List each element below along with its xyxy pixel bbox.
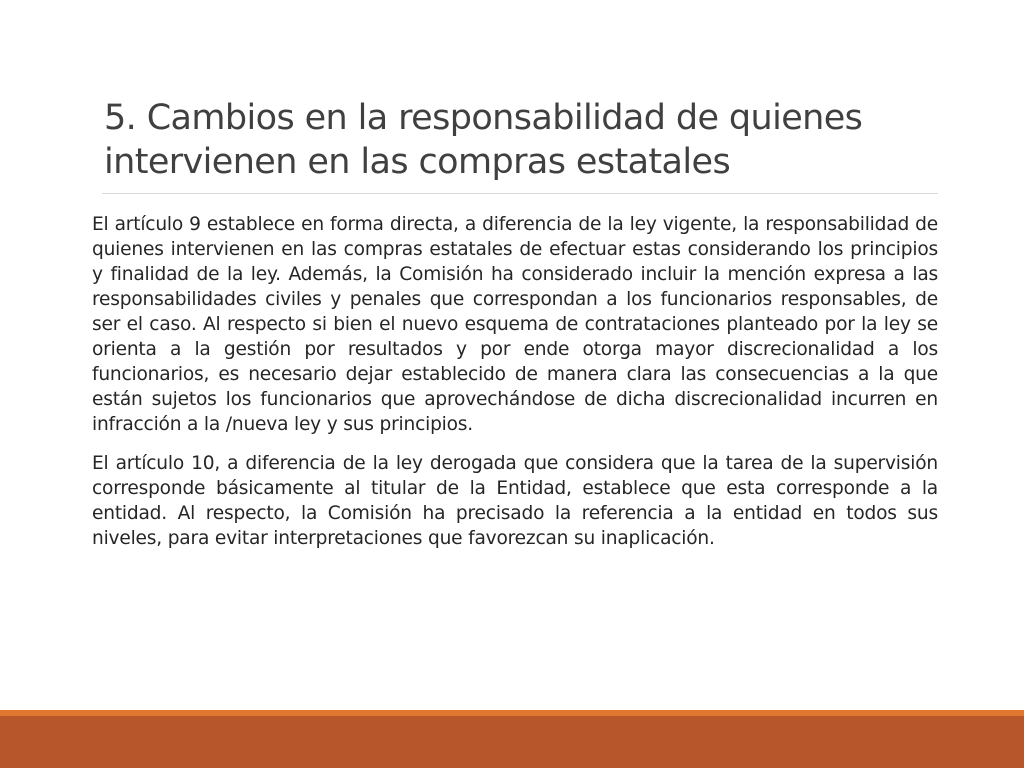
slide-body	[92, 212, 938, 565]
title-divider	[102, 193, 938, 194]
slide-title: 5. Cambios en la responsabilidad de quienes intervienen en las compras estatales	[104, 98, 863, 182]
paragraph-article-9: El artículo 9 establece en forma directa, a diferencia de la ley vigente, la responsabilidad de quienes intervienen en las compras estatales de efectuar estas considerando los principios y finalidad de la ley. Además, la Comisión ha considerado incluir la mención expresa a las responsabilidades civiles y penales que correspondan a los funcionarios responsables, de ser el caso. Al respecto si bien el nuevo esquema de contrataciones planteado por la ley se orienta a la gestión por resultados y por ende otorga mayor discrecionalidad a los funcionarios, es necesario dejar establecido de manera clara las consecuencias a la que están sujetos los funcionarios que aprovechándose de dicha discrecionalidad incurren en infracción a la /nueva ley y sus principios.	[92, 214, 938, 435]
footer-accent-band	[0, 716, 1024, 768]
paragraph-article-10: El artículo 10, a diferencia de la ley derogada que considera que la tarea de la supervisión corresponde básicamente al titular de la Entidad, establece que esta corresponde a la entidad. Al respecto, la Comisión ha precisado la referencia a la entidad en todos sus niveles, para evitar interpretaciones que favorezcan su inaplicación.	[92, 453, 938, 549]
